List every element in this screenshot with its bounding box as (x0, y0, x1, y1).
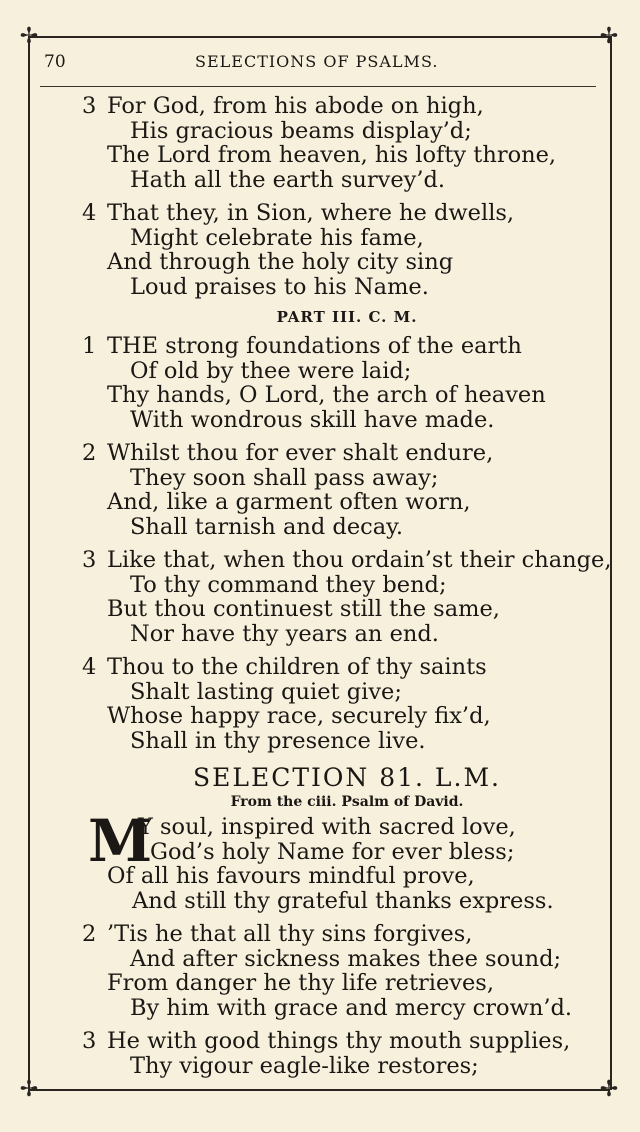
selection-subtitle: From the ciii. Psalm of David. (230, 794, 464, 810)
verse-line: God’s holy Name for ever bless; (150, 838, 515, 865)
verse (82, 807, 602, 914)
drop-cap: M (88, 807, 153, 875)
verse-line: To thy command they bend; (130, 571, 447, 598)
corner-ornament-icon: ✢ (19, 1077, 39, 1102)
verse-number: 3 (82, 1028, 97, 1054)
page-header (40, 50, 596, 76)
verse (82, 334, 602, 432)
verse-number: 2 (82, 440, 97, 466)
verse-line: He with good things thy mouth supplies, (107, 1028, 571, 1054)
verse-line: The Lord from heaven, his lofty throne, (107, 142, 557, 168)
verse-line: Hath all the earth survey’d. (130, 166, 446, 193)
verse-line: And after sickness makes thee sound; (130, 945, 562, 972)
corner-ornament-icon: ✢ (19, 24, 39, 49)
verse-line: Thy vigour eagle-like restores; (130, 1052, 479, 1079)
verse-line: But thou continuest still the same, (107, 596, 500, 622)
verse-line: Of old by thee were laid; (130, 357, 412, 384)
verse-line: Thy hands, O Lord, the arch of heaven (107, 382, 546, 408)
verse-line: And, like a garment often worn, (107, 489, 471, 515)
verse-number: 4 (82, 654, 97, 680)
verse-line: And still thy grateful thanks express. (132, 887, 554, 914)
verse-line: For God, from his abode on high, (107, 93, 484, 119)
header-rule (40, 86, 596, 87)
verse-line: Shall tarnish and decay. (130, 513, 404, 540)
verse-line: THE strong foundations of the earth (107, 333, 522, 359)
verse (82, 1029, 602, 1078)
verse-line: Of all his favours mindful prove, (107, 863, 475, 889)
verse-line: That they, in Sion, where he dwells, (107, 200, 515, 226)
verse-line: And through the holy city sing (107, 249, 454, 275)
verse (82, 94, 602, 192)
verse-line: Whose happy race, securely fix’d, (107, 703, 491, 729)
verse-line: Nor have thy years an end. (130, 620, 439, 647)
page-number: 70 (44, 52, 66, 72)
verse-line: ’Tis he that all thy sins forgives, (107, 921, 473, 947)
verse-line: Y soul, inspired with sacred love, (138, 814, 516, 840)
verse-number: 2 (82, 921, 97, 947)
verse (82, 547, 612, 647)
verse-line: His gracious beams display’d; (130, 117, 472, 144)
running-title: SELECTIONS OF PSALMS. (195, 52, 439, 71)
verse-line: Shall in thy presence live. (130, 727, 426, 754)
verse-number: 4 (82, 200, 97, 226)
verse-number: 3 (82, 547, 97, 573)
verse-line: Whilst thou for ever shalt endure, (107, 440, 494, 466)
verse-line: Loud praises to his Name. (130, 273, 429, 300)
verse-line: They soon shall pass away; (130, 464, 439, 491)
verse-number: 1 (82, 333, 97, 359)
verse-line: Might celebrate his fame, (130, 224, 424, 251)
corner-ornament-icon: ✢ (599, 1077, 619, 1102)
selection-title: SELECTION 81. L.M. (192, 763, 502, 792)
part-heading: PART III. C. M. (276, 308, 418, 326)
corner-ornament-icon: ✢ (599, 24, 619, 49)
verse (82, 441, 602, 539)
page-content (82, 93, 612, 1087)
top-rule (28, 36, 610, 38)
verse-line: With wondrous skill have made. (130, 406, 495, 433)
verse (82, 201, 602, 299)
verse-line: Thou to the children of thy saints (107, 654, 487, 680)
verse-line: Like that, when thou ordain’st their change, (107, 547, 612, 573)
verse-number: 3 (82, 93, 97, 119)
bottom-rule (28, 1089, 610, 1091)
verse-line: By him with grace and mercy crown’d. (130, 994, 573, 1021)
verse (82, 655, 602, 753)
verse-line: Shalt lasting quiet give; (130, 678, 402, 705)
verse (82, 922, 602, 1020)
verse-line: From danger he thy life retrieves, (107, 970, 494, 996)
